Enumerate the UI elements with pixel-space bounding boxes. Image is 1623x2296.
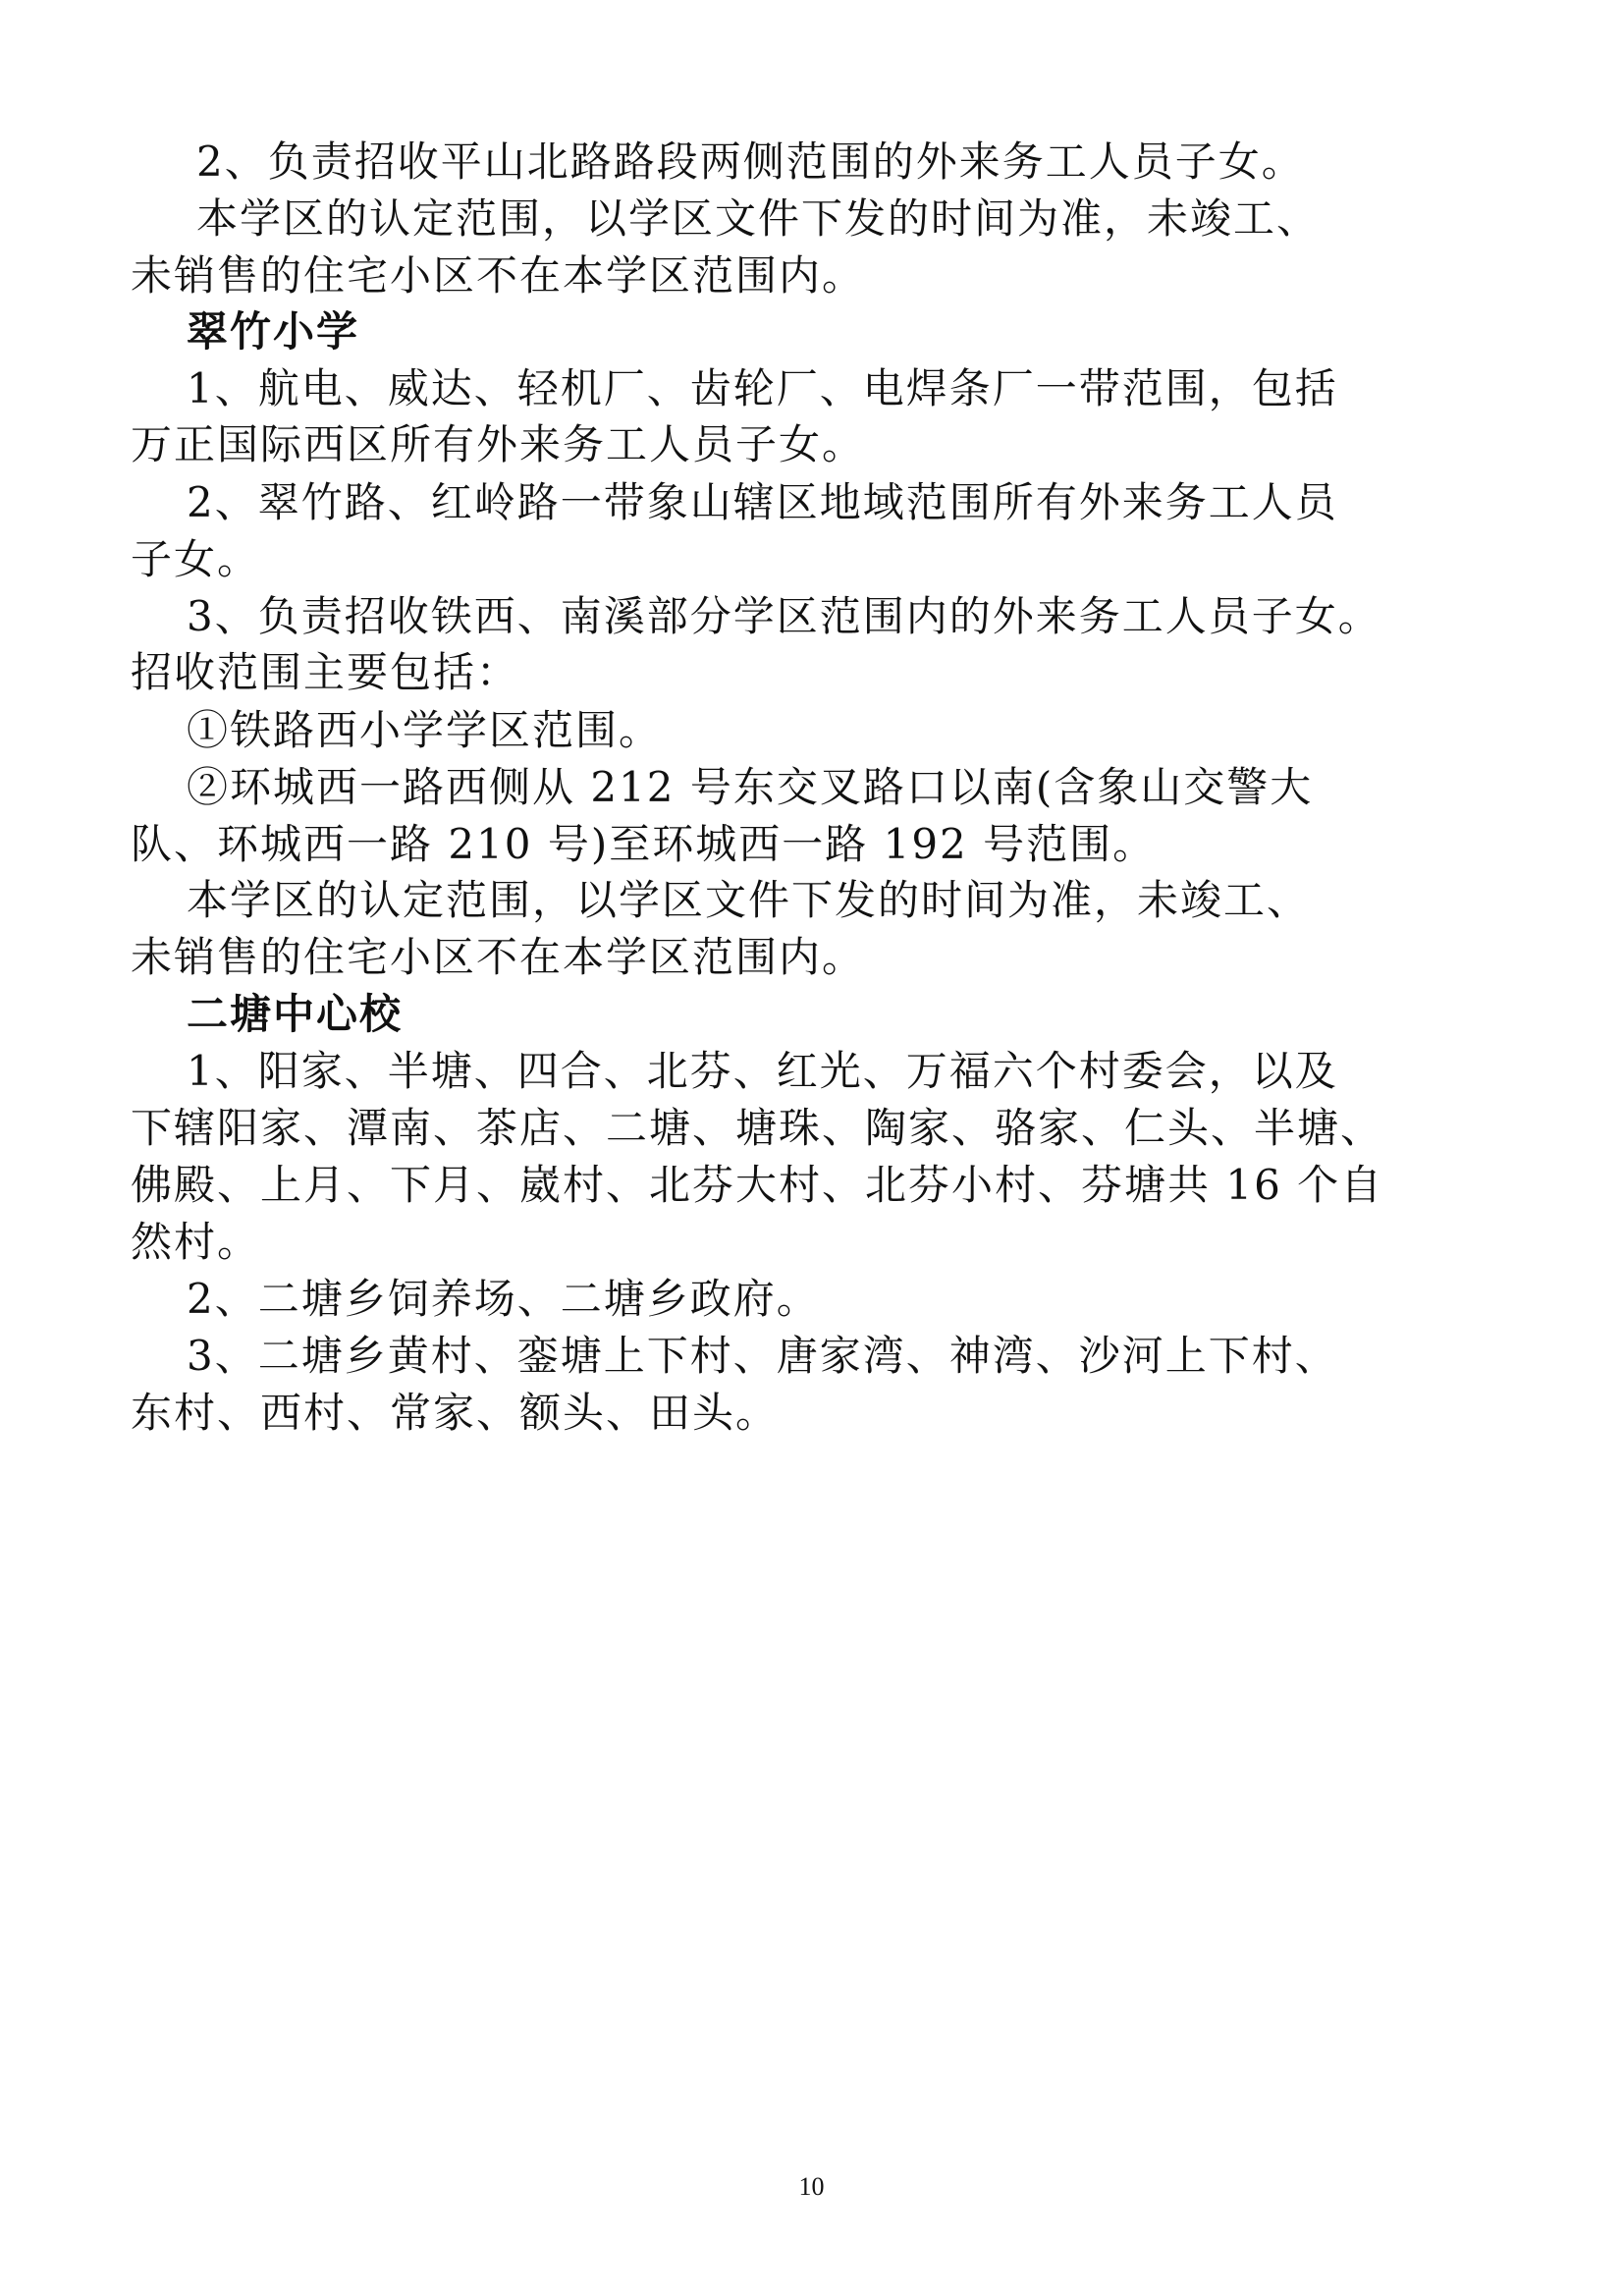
paragraph-line: 然村。	[131, 1218, 261, 1266]
paragraph-line: 本学区的认定范围，以学区文件下发的时间为准，未竣工、	[187, 876, 1311, 924]
paragraph-line: 3、负责招收铁西、南溪部分学区范围内的外来务工人员子女。	[187, 592, 1381, 640]
paragraph-line: 1、阳家、半塘、四合、北芬、红光、万福六个村委会，以及	[187, 1047, 1338, 1095]
section-heading-ertang-central-school: 二塘中心校	[187, 990, 404, 1038]
paragraph-line: 东村、西村、常家、额头、田头。	[131, 1389, 780, 1437]
paragraph-line: 下辖阳家、潭南、茶店、二塘、塘珠、陶家、骆家、仁头、半塘、	[131, 1104, 1384, 1152]
paragraph-line: 未销售的住宅小区不在本学区范围内。	[131, 933, 866, 981]
paragraph-line: 招收范围主要包括：	[131, 648, 520, 696]
paragraph-line: 未销售的住宅小区不在本学区范围内。	[131, 251, 866, 300]
paragraph-line: 2、二塘乡饲养场、二塘乡政府。	[187, 1275, 820, 1323]
section-heading-cuizhu-primary: 翠竹小学	[187, 307, 360, 355]
paragraph-line: ①铁路西小学学区范围。	[187, 706, 663, 754]
paragraph-line: 2、负责招收平山北路路段两侧范围的外来务工人员子女。	[196, 137, 1305, 186]
paragraph-line: 队、环城西一路 210 号)至环城西一路 192 号范围。	[131, 820, 1157, 868]
paragraph-line: 万正国际西区所有外来务工人员子女。	[131, 420, 866, 468]
paragraph-line: ②环城西一路西侧从 212 号东交叉路口以南(含象山交警大	[187, 763, 1314, 811]
paragraph-line: 3、二塘乡黄村、銮塘上下村、唐家湾、神湾、沙河上下村、	[187, 1332, 1338, 1380]
paragraph-line: 佛殿、上月、下月、崴村、北芬大村、北芬小村、芬塘共 16 个自	[131, 1161, 1384, 1209]
paragraph-line: 本学区的认定范围，以学区文件下发的时间为准，未竣工、	[196, 194, 1321, 243]
paragraph-line: 2、翠竹路、红岭路一带象山辖区地域范围所有外来务工人员	[187, 478, 1338, 526]
paragraph-line: 1、航电、威达、轻机厂、齿轮厂、电焊条厂一带范围，包括	[187, 364, 1338, 412]
page-number: 10	[798, 2172, 825, 2201]
paragraph-line: 子女。	[131, 535, 261, 583]
